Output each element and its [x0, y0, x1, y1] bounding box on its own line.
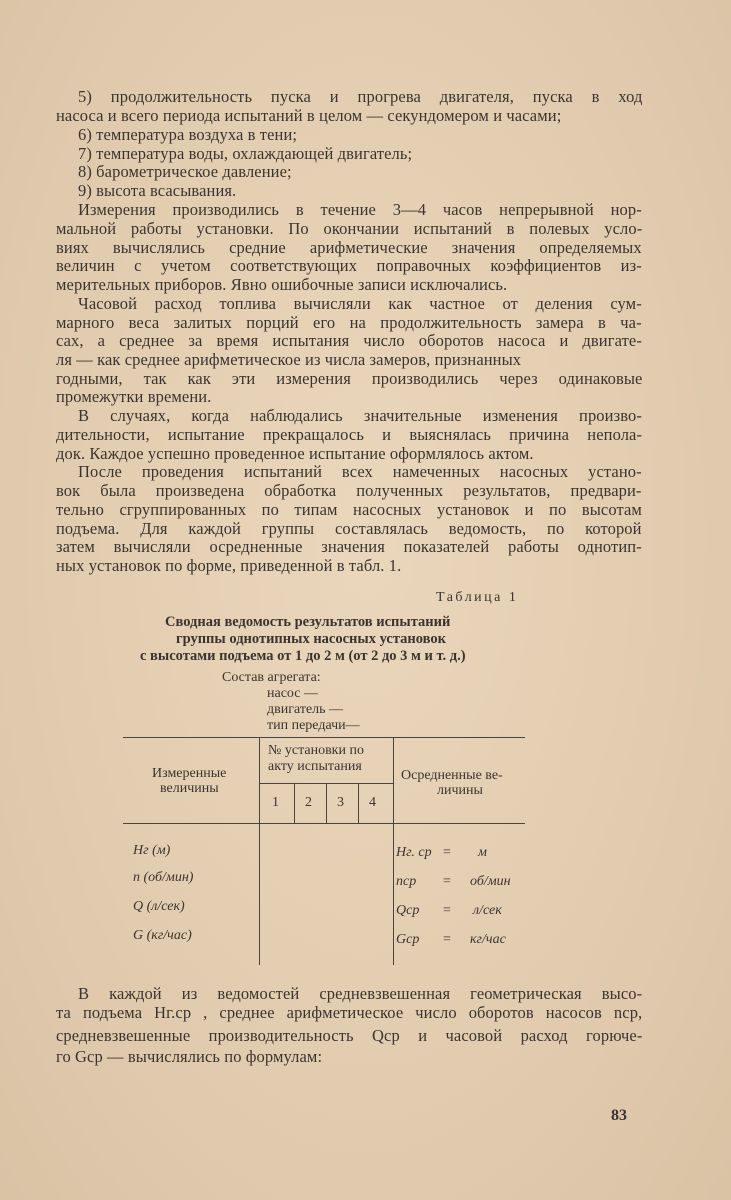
avg-unit: м [478, 845, 487, 860]
avg-symbol: nср [396, 874, 417, 889]
composition-item: двигатель — [267, 702, 344, 717]
measured-cell: n (об/мин) [133, 870, 194, 885]
avg-unit: л/сек [473, 903, 502, 918]
text-line: мерительных приборов. Явно ошибочные записи исключались. [56, 275, 508, 294]
text-line: средневзвешенные производительность Qср и часовой расход горюче- [56, 1026, 643, 1045]
text-line: мальной работы установки. По окончании испытаний в полевых усло- [56, 219, 643, 238]
install-number: 2 [305, 795, 312, 810]
table-rule-header [123, 823, 525, 824]
avg-equals: = [443, 874, 451, 889]
col-measured-header: величины [160, 781, 219, 796]
text-line: Часовой расход топлива вычисляли как частное от деления сум- [78, 294, 642, 313]
text-line: 6) температура воздуха в тени; [78, 125, 298, 144]
measured-cell: Q (л/сек) [133, 899, 185, 914]
measured-cell: Hг (м) [133, 843, 171, 858]
text-line: док. Каждое успешно проведенное испытание оформлялось актом. [56, 444, 534, 463]
col-install-header: акту испытания [268, 759, 362, 774]
table-label: Таблица 1 [436, 590, 519, 605]
text-line: После проведения испытаний всех намеченных насосных устано- [78, 462, 642, 481]
text-line: 7) температура воды, охлаждающей двигатель; [78, 144, 413, 163]
table-vrule [294, 783, 295, 823]
install-number: 1 [272, 795, 279, 810]
text-line: 5) продолжительность пуска и прогрева двигателя, пуска в ход [78, 87, 643, 106]
text-line: В случаях, когда наблюдались значительные изменения произво- [78, 406, 642, 425]
text-line: затем вычисляли осредненные значения показателей работы однотип- [56, 537, 642, 556]
composition-heading: Состав агрегата: [222, 670, 321, 685]
col-avg-header: личины [437, 783, 483, 798]
avg-equals: = [443, 845, 451, 860]
text-line: годными, так как эти измерения производились через одинаковые [56, 369, 643, 388]
text-line: В каждой из ведомостей средневзвешенная геометрическая высо- [78, 984, 643, 1003]
text-line: Измерения производились в течение 3—4 часов непрерывной нор- [78, 200, 642, 219]
composition-item: насос — [267, 686, 318, 701]
table-vrule [358, 783, 359, 823]
install-number: 4 [369, 795, 376, 810]
avg-symbol: Qср [396, 903, 420, 918]
measured-cell: G (кг/час) [133, 928, 192, 943]
col-install-header: № установки по [268, 743, 364, 758]
text-line: насоса и всего периода испытаний в целом — секундомером и часами; [56, 106, 562, 125]
page-number: 83 [611, 1107, 627, 1124]
table-title-line: Сводная ведомость результатов испытаний [165, 614, 451, 630]
text-line: подъема. Для каждой группы составлялась ведомость, по которой [56, 519, 642, 538]
text-line: сах, а среднее за время испытания число оборотов насоса и двигате- [56, 331, 642, 350]
text-line: вок была произведена обработка полученных результатов, предвари- [56, 481, 642, 500]
avg-symbol: Hг. ср [396, 845, 432, 860]
text-line: дительности, испытание прекращалось и выяснялась причина непола- [56, 425, 643, 444]
table-vrule [393, 737, 394, 965]
avg-symbol: Gср [396, 932, 420, 947]
install-number: 3 [337, 795, 344, 810]
text-line: марного веса залитых порций его на продолжительность замера в ча- [56, 313, 642, 332]
text-line: го Gср — вычислялись по формулам: [56, 1047, 323, 1066]
col-measured-header: Измеренные [152, 766, 227, 781]
composition-item: тип передачи— [267, 718, 360, 733]
avg-unit: кг/час [470, 932, 506, 947]
text-line: величин с учетом соответствующих поправочных коэффициентов из- [56, 256, 642, 275]
avg-unit: об/мин [470, 874, 511, 889]
text-line: 8) барометрическое давление; [78, 162, 292, 181]
table-title-line: с высотами подъема от 1 до 2 м (от 2 до 3 м и т. д.) [140, 648, 466, 664]
text-line: ля — как среднее арифметическое из числа замеров, признанных [56, 350, 522, 369]
avg-equals: = [443, 903, 451, 918]
avg-equals: = [443, 932, 451, 947]
table-title-line: группы однотипных насосных установок [176, 631, 446, 647]
text-line: виях вычислялись средние арифметические значения определяемых [56, 238, 642, 257]
text-line: та подъема Hг.ср , среднее арифметическое число оборотов насосов nср, [56, 1003, 643, 1022]
text-line: ных установок по форме, приведенной в табл. 1. [56, 556, 402, 575]
table-vrule [259, 737, 260, 965]
text-line: тельно сгруппированных по типам насосных установок и по высотам [56, 500, 642, 519]
col-avg-header: Осредненные ве- [401, 768, 503, 783]
table-rule-top [123, 737, 525, 738]
table-vrule [326, 783, 327, 823]
text-line: 9) высота всасывания. [78, 181, 237, 200]
text-line: промежутки времени. [56, 387, 212, 406]
